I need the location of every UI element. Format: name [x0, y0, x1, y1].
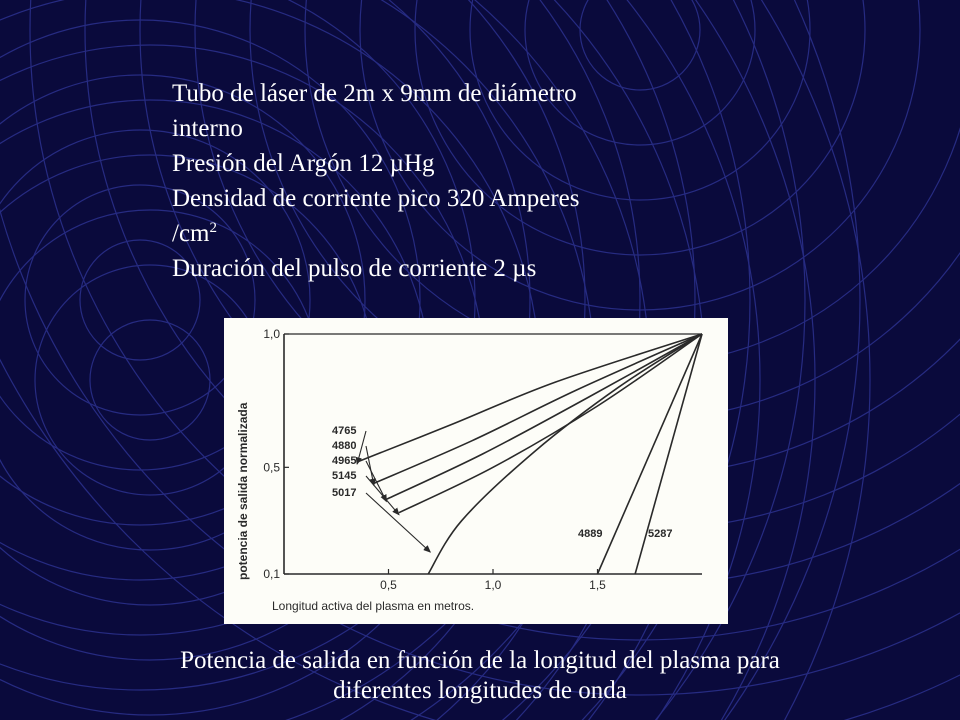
caption-line-1: Potencia de salida en función de la longitud del plasma para	[180, 647, 780, 674]
series-pointer-4880	[366, 446, 374, 485]
series-line-5145	[399, 334, 702, 513]
spec-tube-dimensions: Tubo de láser de 2m x 9mm de diámetro interno	[172, 80, 577, 142]
series-line-4965	[386, 334, 702, 499]
series-line-4765	[357, 334, 702, 462]
figure-caption	[80, 646, 880, 706]
specs-text-block	[172, 76, 732, 286]
x-axis-label: Longitud activa del plasma en metros.	[272, 599, 475, 613]
series-label-5287: 5287	[648, 528, 673, 540]
series-line-4880	[374, 334, 702, 483]
series-label-4880: 4880	[332, 440, 357, 452]
series-label-5017: 5017	[332, 487, 357, 499]
bg-ring	[90, 320, 210, 440]
x-tick-label: 1,5	[589, 578, 606, 592]
spec-current-density: Densidad de corriente pico 320 Amperes $/cm^2$	[172, 185, 580, 247]
chart-panel	[224, 318, 728, 624]
y-tick-label: 0,5	[263, 460, 280, 475]
spec-pulse-duration: Duración del pulso de corriente 2 µs	[172, 255, 537, 282]
x-tick-label: 1,0	[484, 578, 502, 592]
power-vs-length-chart	[224, 318, 728, 624]
series-label-4889: 4889	[578, 528, 603, 540]
series-label-4965: 4965	[332, 455, 357, 467]
y-tick-label: 0,1	[263, 567, 280, 581]
x-tick-label: 0,5	[380, 578, 397, 592]
y-tick-label: 1,0	[263, 327, 280, 341]
y-axis-label: potencia de salida normalizada	[236, 402, 250, 580]
series-label-4765: 4765	[332, 425, 357, 437]
spec-argon-pressure: Presión del Argón 12 µHg	[172, 150, 435, 177]
caption-line-2: diferentes longitudes de onda	[333, 677, 627, 704]
series-label-5145: 5145	[332, 470, 357, 482]
